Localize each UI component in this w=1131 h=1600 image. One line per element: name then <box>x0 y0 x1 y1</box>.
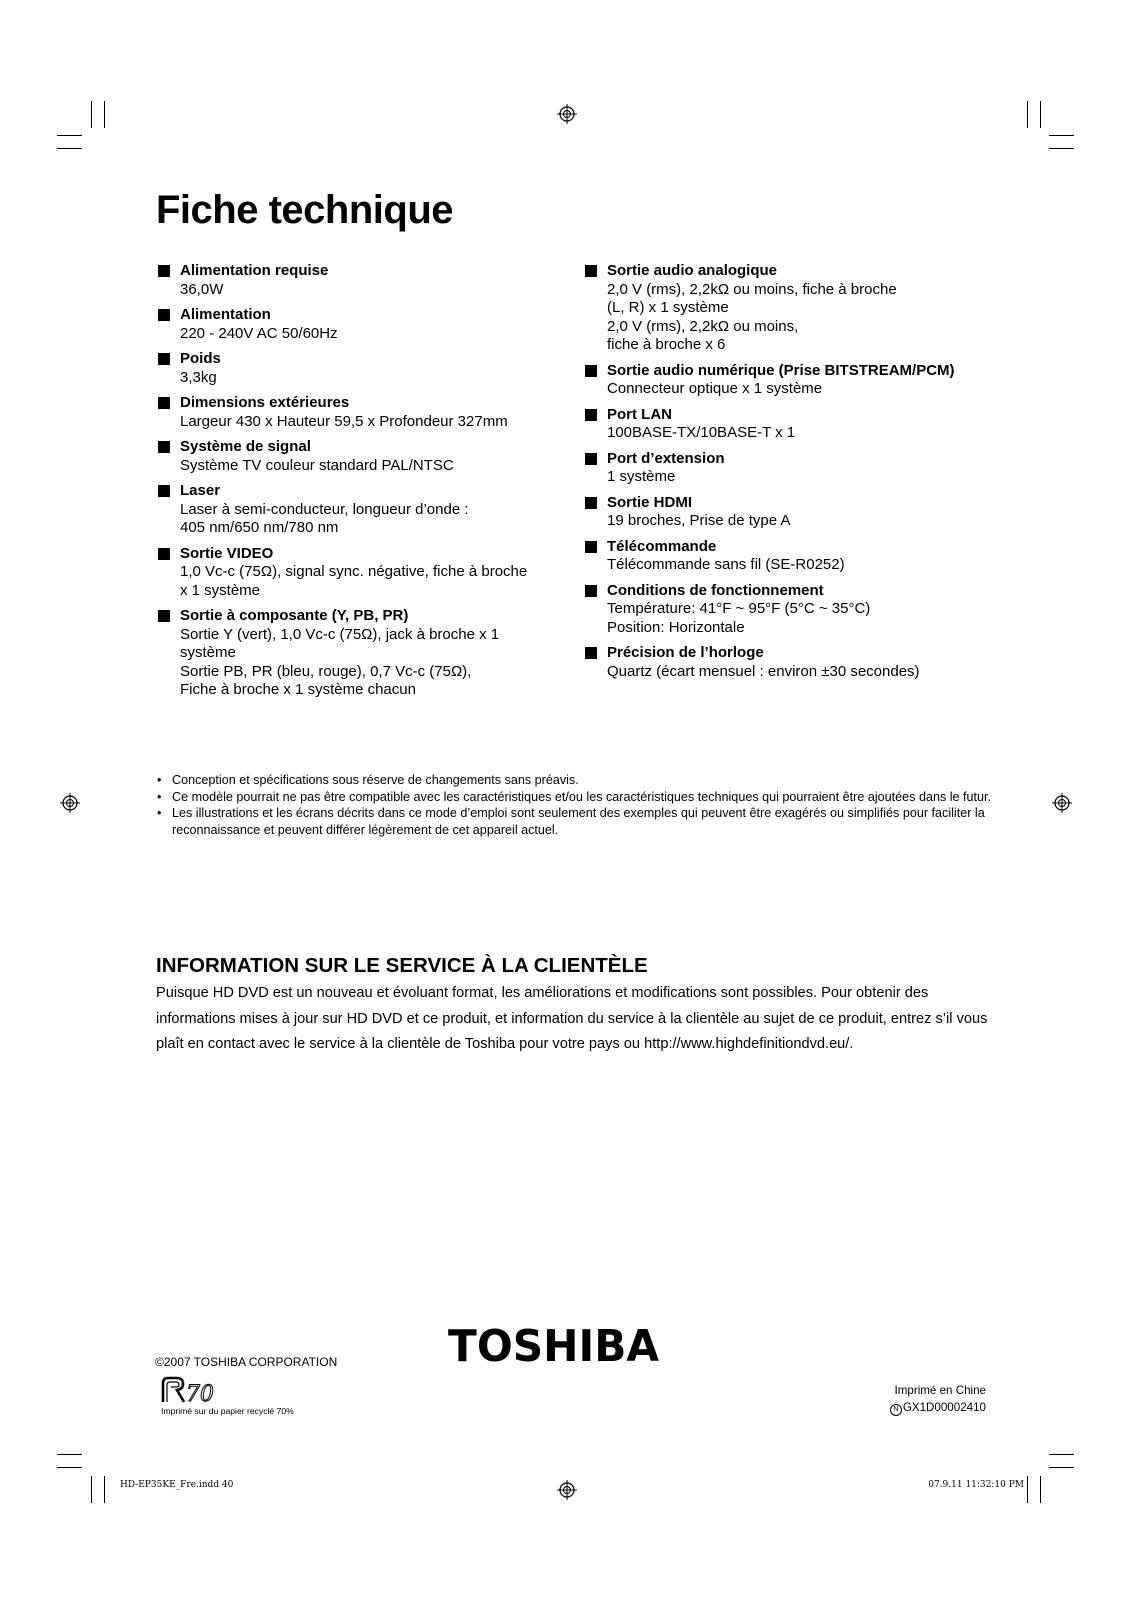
spec-heading: Sortie HDMI <box>607 493 693 511</box>
spec-heading: Port d’extension <box>607 449 725 467</box>
spec-heading: Alimentation requise <box>180 262 329 279</box>
crop-mark <box>57 135 82 136</box>
crop-mark <box>57 1467 82 1468</box>
spec-item <box>585 644 1005 681</box>
spec-item <box>158 545 558 601</box>
spec-value: 36,0W <box>180 280 224 298</box>
service-text: Puisque HD DVD est un nouveau et évoluant format, les améliorations et modifications sont possibles. Pour obtenir des informations mises à jour sur HD DVD et ce produit, et information du service à la clientèle au sujet de ce produit, entrez s’il vous plaît en contact avec le service à la clientèle de Toshiba pour votre pays ou http://www.highdefinitiondvd.eu/. <box>156 985 988 1052</box>
square-bullet-icon <box>585 265 597 277</box>
spec-item <box>585 406 1005 443</box>
square-bullet-icon <box>585 453 597 465</box>
square-bullet-icon <box>585 365 597 377</box>
spec-heading: Télécommande <box>607 537 717 555</box>
spec-item <box>585 362 1005 399</box>
spec-heading: Poids <box>180 350 221 367</box>
note-text: Les illustrations et les écrans décrits dans ce mode d’emploi sont seulement des exemples qui peuvent être exagérés ou simplifiés pour faciliter la reconnaissance et peuvent différer légèrement de cet appareil actuel. <box>172 806 985 837</box>
spec-value: 2,0 V (rms), 2,2kΩ ou moins, fiche à broche (L, R) x 1 système 2,0 V (rms), 2,2kΩ ou moins, fiche à broche x 6 <box>607 280 897 353</box>
square-bullet-icon <box>158 548 170 560</box>
spec-item <box>158 394 558 431</box>
print-timestamp: 07.9.11 11:32:10 PM <box>928 1480 1024 1490</box>
spec-value: Connecteur optique x 1 système <box>607 380 823 397</box>
crop-mark <box>57 148 82 149</box>
file-info: HD-EP35KE_Fre.indd 40 <box>120 1480 234 1490</box>
square-bullet-icon <box>158 353 170 365</box>
spec-item <box>158 438 558 475</box>
square-bullet-icon <box>585 541 597 553</box>
spec-item <box>585 494 1005 531</box>
spec-item <box>585 538 1005 575</box>
square-bullet-icon <box>158 610 170 622</box>
spec-heading: Laser <box>180 482 221 499</box>
recycle-text: Imprimé sur du papier recyclé 70% <box>161 1406 294 1416</box>
crop-mark <box>91 101 92 128</box>
square-bullet-icon <box>585 585 597 597</box>
spec-value: Largeur 430 x Hauteur 59,5 x Profondeur 327mm <box>180 412 508 430</box>
crop-mark <box>1040 101 1041 128</box>
spec-item <box>585 582 1005 638</box>
spec-heading: Sortie VIDEO <box>180 544 274 562</box>
registration-mark-icon <box>557 104 577 124</box>
crop-mark <box>1040 1476 1041 1503</box>
spec-item <box>585 262 1005 355</box>
spec-item <box>158 482 558 538</box>
spec-value: 1,0 Vc-c (75Ω), signal sync. négative, fiche à broche x 1 système <box>180 563 528 599</box>
spec-value: 3,3kg <box>180 368 217 386</box>
crop-mark <box>104 101 105 128</box>
code-marker-icon: N <box>890 1404 902 1416</box>
registration-mark-icon <box>1052 793 1072 813</box>
note-item <box>157 772 997 789</box>
spec-value: Température: 41°F ~ 95°F (5°C ~ 35°C) Position: Horizontale <box>607 600 871 636</box>
crop-mark <box>1049 1467 1074 1468</box>
spec-heading: Conditions de fonctionnement <box>607 581 824 599</box>
document-code <box>890 1401 986 1416</box>
crop-mark <box>57 1454 82 1455</box>
square-bullet-icon <box>585 409 597 421</box>
notes-list <box>157 772 997 838</box>
spec-heading: Dimensions extérieures <box>180 394 350 411</box>
spec-heading: Port LAN <box>607 405 672 423</box>
spec-value: Sortie Y (vert), 1,0 Vc-c (75Ω), jack à broche x 1 système Sortie PB, PR (bleu, rouge), 0,7 Vc-c (75Ω), Fiche à broche x 1 système chacun <box>180 625 500 698</box>
crop-mark <box>104 1476 105 1503</box>
bullet-icon: • <box>157 806 162 820</box>
recycle-mark-icon <box>160 1375 226 1405</box>
spec-heading: Précision de l’horloge <box>607 644 764 661</box>
note-text: Conception et spécifications sous réserve de changements sans préavis. <box>172 773 579 787</box>
square-bullet-icon <box>158 309 170 321</box>
square-bullet-icon <box>158 485 170 497</box>
spec-value: Télécommande sans fil (SE-R0252) <box>607 556 845 573</box>
crop-mark <box>91 1476 92 1503</box>
registration-mark-icon <box>60 793 80 813</box>
square-bullet-icon <box>158 397 170 409</box>
square-bullet-icon <box>158 265 170 277</box>
spec-value: 19 broches, Prise de type A <box>607 512 791 529</box>
bullet-icon: • <box>157 789 162 804</box>
document-code-text: GX1D00002410 <box>902 1401 986 1414</box>
spec-item <box>585 450 1005 487</box>
spec-heading: Sortie audio numérique (Prise BITSTREAM/PCM) <box>607 361 955 379</box>
note-item <box>157 805 997 838</box>
spec-heading: Sortie audio analogique <box>607 262 778 279</box>
spec-item <box>158 607 558 700</box>
crop-mark <box>1049 1454 1074 1455</box>
service-title: INFORMATION SUR LE SERVICE À LA CLIENTÈLE <box>156 954 648 977</box>
specs-right-column <box>585 262 1005 688</box>
brand-logo: TOSHIBA <box>448 1321 660 1372</box>
spec-value: Système TV couleur standard PAL/NTSC <box>180 456 454 474</box>
square-bullet-icon <box>585 497 597 509</box>
spec-value: 100BASE-TX/10BASE-T x 1 <box>607 424 796 441</box>
spec-item <box>158 306 558 343</box>
spec-item <box>158 262 558 299</box>
square-bullet-icon <box>158 441 170 453</box>
copyright-text: ©2007 TOSHIBA CORPORATION <box>155 1355 338 1369</box>
spec-value: 220 - 240V AC 50/60Hz <box>180 324 338 342</box>
crop-mark <box>1049 135 1074 136</box>
svg-text:70: 70 <box>186 1382 214 1405</box>
printed-in-text: Imprimé en Chine <box>894 1384 986 1397</box>
page-title: Fiche technique <box>156 188 453 232</box>
spec-item <box>158 350 558 387</box>
bullet-icon: • <box>157 773 162 787</box>
crop-mark <box>1049 148 1074 149</box>
spec-value: Laser à semi-conducteur, longueur d’onde : 405 nm/650 nm/780 nm <box>180 500 469 536</box>
spec-value: 1 système <box>607 468 676 485</box>
note-item <box>157 789 997 806</box>
crop-mark <box>1027 1476 1028 1503</box>
spec-heading: Sortie à composante (Y, PB, PR) <box>180 607 409 624</box>
square-bullet-icon <box>585 647 597 659</box>
specs-left-column <box>158 262 558 707</box>
spec-heading: Alimentation <box>180 306 271 323</box>
note-text: Ce modèle pourrait ne pas être compatible avec les caractéristiques et/ou les caractéristiques techniques qui pourraient être ajoutées dans le futur. <box>172 789 992 804</box>
crop-mark <box>1027 101 1028 128</box>
registration-mark-icon <box>557 1480 577 1500</box>
spec-value: Quartz (écart mensuel : environ ±30 secondes) <box>607 662 920 680</box>
spec-heading: Système de signal <box>180 438 311 455</box>
